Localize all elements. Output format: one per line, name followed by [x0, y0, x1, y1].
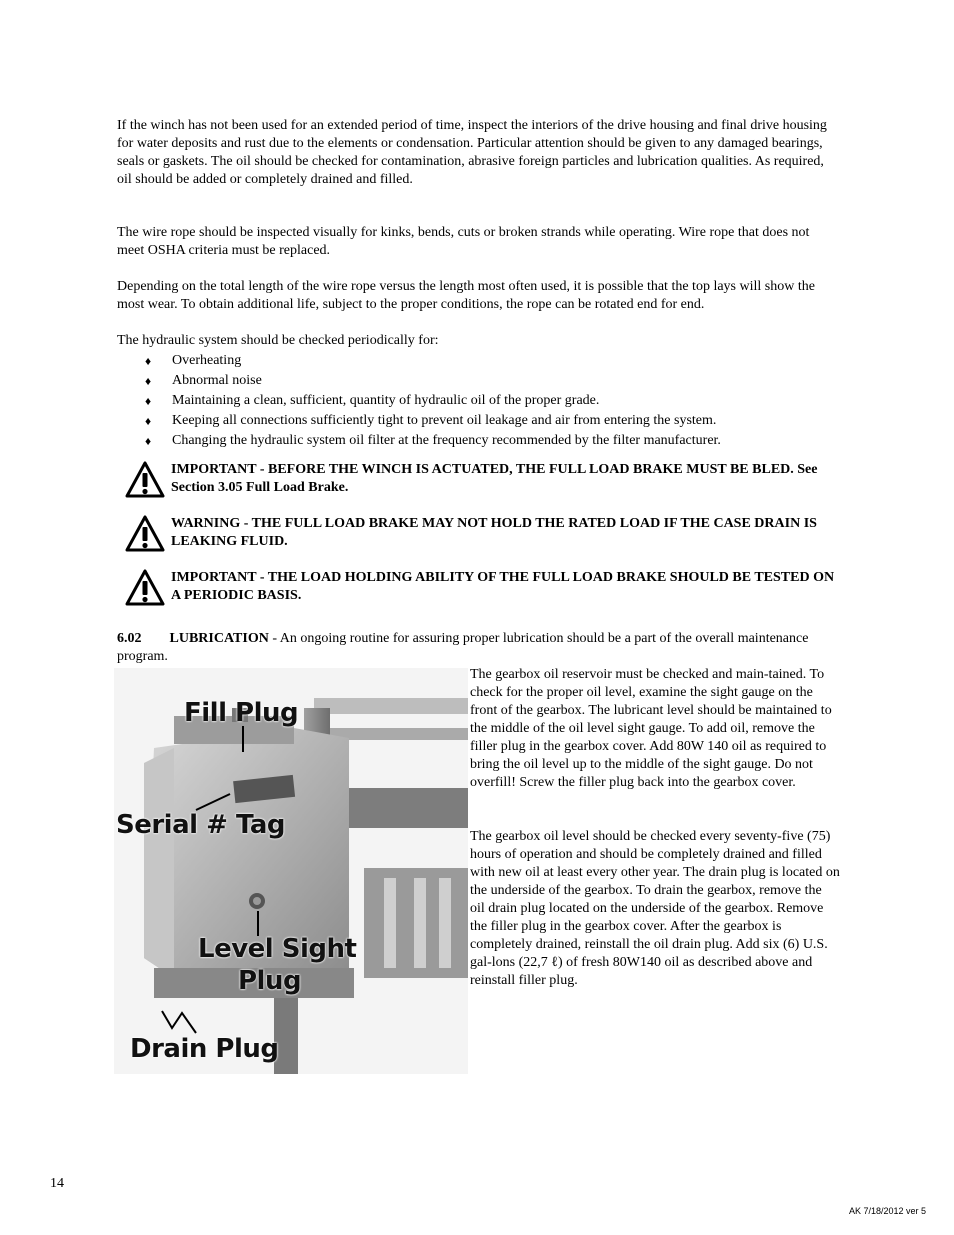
wire-rope-paragraph: The wire rope should be inspected visually for kinks, bends, cuts or broken strands while operating. Wire rope that does not meet OSHA criteria must be replaced.	[117, 225, 810, 258]
winch-gearbox-illustration	[114, 668, 468, 1074]
level-sight-plug-label: Plug	[238, 966, 302, 996]
revision-footer: AK 7/18/2012 ver 5	[848, 1206, 926, 1216]
list-item: ♦ Overheating	[145, 353, 242, 368]
list-item: ♦ Abnormal noise	[145, 373, 262, 388]
diamond-bullet-icon: ♦	[145, 374, 152, 388]
diamond-bullet-icon: ♦	[145, 414, 152, 428]
diamond-bullet-icon: ♦	[145, 354, 152, 368]
fill-plug-label: Fill Plug	[184, 698, 299, 728]
lubrication-section	[117, 630, 839, 666]
page-number: 14	[50, 1176, 64, 1191]
serial-tag-label: Serial # Tag	[116, 810, 285, 840]
oil-change-paragraph: The gearbox oil level should be checked every seventy-five (75) hours of operation and should be completely drained and filled with new oil at least every other year. The drain plug is located on the underside of the gearbox. To drain the gearbox, remove the oil drain plug located on the underside of the gearbox. Remove the filler plug in the gearbox cover. After the gearbox is completely drained, reinstall the oil drain plug. Add six (6) U.S. gal-lons (22,7 ℓ) of fresh 80W140 oil as described above and reinstall filler plug.	[470, 829, 840, 988]
section-text: - An ongoing routine for assuring proper lubrication should be a part of the overall maintenance program.	[117, 631, 809, 664]
warning-block	[125, 569, 845, 609]
warning-text: IMPORTANT - THE LOAD HOLDING ABILITY OF THE FULL LOAD BRAKE SHOULD BE TESTED ON A PERIODIC BASIS.	[171, 570, 835, 603]
list-item: ♦ Changing the hydraulic system oil filter at the frequency recommended by the filter manufacturer.	[145, 433, 721, 448]
list-item: ♦ Maintaining a clean, sufficient, quantity of hydraulic oil of the proper grade.	[145, 393, 600, 408]
drain-plug-label: Drain Plug	[130, 1034, 279, 1064]
warning-text: IMPORTANT - BEFORE THE WINCH IS ACTUATED, THE FULL LOAD BRAKE MUST BE BLED. See Section 3.05 Full Load Brake.	[171, 462, 818, 495]
section-title: LUBRICATION	[169, 631, 269, 646]
rope-rotation-paragraph: Depending on the total length of the wire rope versus the length most often used, it is possible that the top lays will show the most wear. To obtain additional life, subject to the proper conditions, the rope can be rotated end for end.	[117, 279, 815, 312]
warning-triangle-icon	[125, 515, 165, 553]
list-item: ♦ Keeping all connections sufficiently tight to prevent oil leakage and air from entering the system.	[145, 413, 717, 428]
intro-paragraph: If the winch has not been used for an extended period of time, inspect the interiors of the drive housing and final drive housing for water deposits and rust due to the elements or condensation. Particular attention should be given to any damaged bearings, seals or gaskets. The oil should be checked for contamination, abrasive foreign particles and lubrication qualities. As required, oil should be added or completely drained and filled.	[117, 118, 827, 187]
gearbox-photo	[114, 668, 468, 1074]
diamond-bullet-icon: ♦	[145, 394, 152, 408]
hydraulic-checklist	[145, 352, 845, 452]
diamond-bullet-icon: ♦	[145, 434, 152, 448]
level-sight-label: Level Sight	[198, 934, 357, 964]
warning-block	[125, 461, 845, 501]
warning-text: WARNING - THE FULL LOAD BRAKE MAY NOT HOLD THE RATED LOAD IF THE CASE DRAIN IS LEAKING FLUID.	[171, 516, 817, 549]
warning-block	[125, 515, 845, 555]
section-number: 6.02	[117, 631, 142, 646]
oil-reservoir-paragraph: The gearbox oil reservoir must be checked and main-tained. To check for the proper oil level, examine the sight gauge on the front of the gearbox. The lubricant level should be maintained to the middle of the oil level sight gauge. To add oil, remove the filler plug in the gearbox cover. Add 80W 140 oil as required to bring the oil level up to the middle of the sight gauge. Do not overfill! Screw the filler plug back into the gearbox cover.	[470, 667, 832, 790]
hydraulic-intro: The hydraulic system should be checked periodically for:	[117, 333, 439, 348]
warning-triangle-icon	[125, 569, 165, 607]
warning-triangle-icon	[125, 461, 165, 499]
